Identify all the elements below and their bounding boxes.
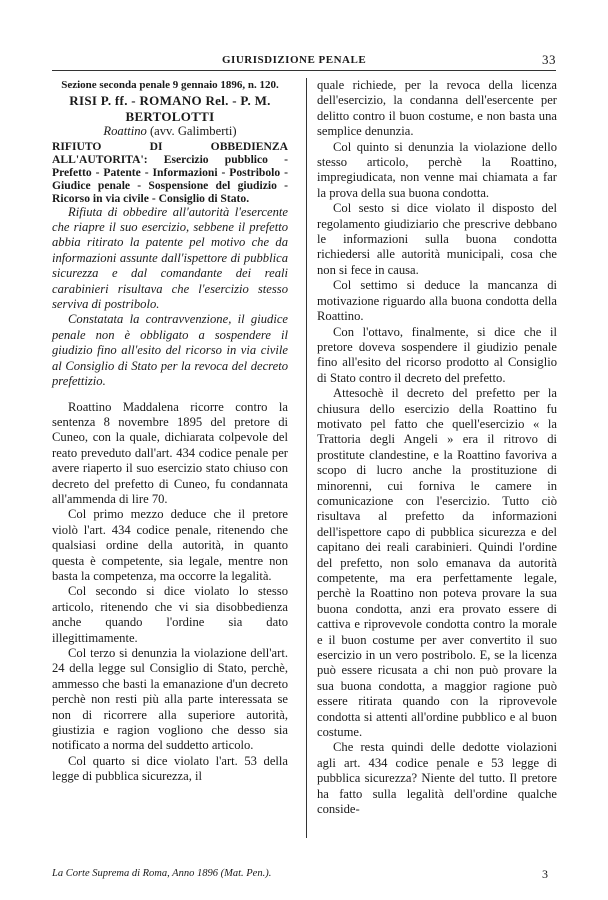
lawyer-line — [52, 124, 288, 139]
spacer — [52, 390, 288, 400]
subject-heading: RIFIUTO DI OBBEDIENZA ALL'AUTORITA': Esercizio pubblico - Prefetto - Patente - Informazioni - Postribolo - Giudice penale - Sospensione del giudizio - Ricorso in via civile - Consiglio di Stato. — [52, 139, 288, 205]
left-column — [52, 78, 288, 785]
body-paragraph: Con l'ottavo, finalmente, si dice che il pretore doveva sospendere il giudizio penale fino all'esito del ricorso prodotto al Consiglio di Stato contro il decreto del prefetto. — [317, 324, 557, 385]
document-page — [52, 48, 557, 881]
body-paragraph: Col settimo si deduce la mancanza di motivazione riguardo alla buona condotta della Roattino. — [317, 278, 557, 324]
lawyer-counsel: (avv. Galimberti) — [149, 124, 237, 139]
body-paragraph: Attesochè il decreto del prefetto per la chiusura dello esercizio della Roattino fu motivato pel fatto che quell'esercizio « la Trattoria degli Angeli » era il ritrovo di prostitute clandestine, e la Roattino favoriva a scopo di lucro anche la prostituzione di minorenni, cui forniva le camere in comunicazione con l'esercizio. Tutto ciò risultava al prefetto da informazioni dell'ispettore capo di pubblica sicurezza e del capitano dei reali carabinieri. Quindi l'ordine del prefetto, non solo emanava da autorità competente, ma era perfettamente legale, perchè la Roattino non poteva provare la sua buona condotta, anzi era provato essere di cattiva e riprovevole condotta contro la morale e il buon costume per aver convertito il suo esercizio in un vero postribolo. E, se la licenza può essere ricusata a chi non può provare la sua buona condotta, a maggior ragione può essere ritirata quando con la riprovevole condotta si attenti all'ordine pubblico e al buon costume. — [317, 386, 557, 740]
body-paragraph: Che resta quindi delle dedotte violazioni agli art. 434 codice penale e 53 legge di pubblica sicurezza? Niente del tutto. Il pretore ha fatto sulla legalità dell'ordine qualche conside- — [317, 740, 557, 817]
page-number: 33 — [542, 52, 556, 67]
footer-source: La Corte Suprema di Roma, Anno 1896 (Mat. Pen.). — [52, 868, 272, 879]
body-paragraph: Roattino Maddalena ricorre contro la sentenza 8 novembre 1895 del pretore di Cuneo, con la quale, dichiarata colpevole del reato preveduto dall'art. 434 codice penale per avere riaperto il suo esercizio stato chiuso con decreto del prefetto di Cuneo, fu condannata all'ammenda di lire 70. — [52, 399, 288, 506]
body-paragraph: quale richiede, per la revoca della licenza dell'esercizio, la condanna dell'esercente per delitto contro il buon costume, e non basta una semplice denunzia. — [317, 78, 557, 139]
maxim-paragraph: Constatata la contravvenzione, il giudice penale non è obbligato a sospendere il giudizio fino all'esito del ricorso in via civile al Consiglio di Stato per la revoca del decreto prefettizio. — [52, 312, 288, 389]
body-paragraph: Col quarto si dice violato l'art. 53 della legge di pubblica sicurezza, il — [52, 753, 288, 784]
body-paragraph: Col quinto si denunzia la violazione dello stesso articolo, perchè la Roattino, impregiudicata, non venne mai chiamata a far la prova della sua buona condotta. — [317, 139, 557, 200]
parties-line: RISI P. ff. - ROMANO Rel. - P. M. BERTOLOTTI — [69, 93, 271, 124]
right-column — [306, 78, 557, 838]
section-line: Sezione seconda penale 9 gennaio 1896, n. 120. — [61, 79, 279, 91]
maxim-paragraph: Rifiuta di obbedire all'autorità l'esercente che riapre il suo esercizio, sebbene il prefetto abbia ritirato la patente pel motivo che da informazioni assunte dall'ispettore di pubblica sicurezza e dal comandante dei reali carabinieri risultava che l'esercizio stesso serviva di postribolo. — [52, 204, 288, 312]
body-paragraph: Col primo mezzo deduce che il pretore violò l'art. 434 codice penale, ritenendo che qualsiasi ordine della autorità, in quanto questa è competente, sia legale, mentre non basta la competenza, ma occorre la legalità. — [52, 507, 288, 583]
header-title: GIURISDIZIONE PENALE — [222, 54, 367, 66]
body-paragraph: Col secondo si dice violato lo stesso articolo, ritenendo che vi sia disobbedienza anche quando l'ordine sia dato illegittimamente. — [52, 584, 288, 645]
lawyer-name: Roattino — [103, 124, 147, 139]
body-paragraph: Col terzo si denunzia la violazione dell'art. 24 della legge sul Consiglio di Stato, perchè, ammesso che basti la emanazione d'un decreto perchè non resti più alla parte interessata se non di ricorrere alla superiore autorità, giustizia e ragion vogliono che desso sia notificato a norma del suddetto articolo. — [52, 646, 288, 753]
footer-signature: 3 — [542, 867, 548, 881]
body-paragraph: Col sesto si dice violato il disposto del regolamento giudiziario che prescrive debbano le informazioni sulla buona condotta richiedersi alle autorità municipali, cosa che non si fece in causa. — [317, 201, 557, 277]
running-header — [52, 48, 556, 71]
